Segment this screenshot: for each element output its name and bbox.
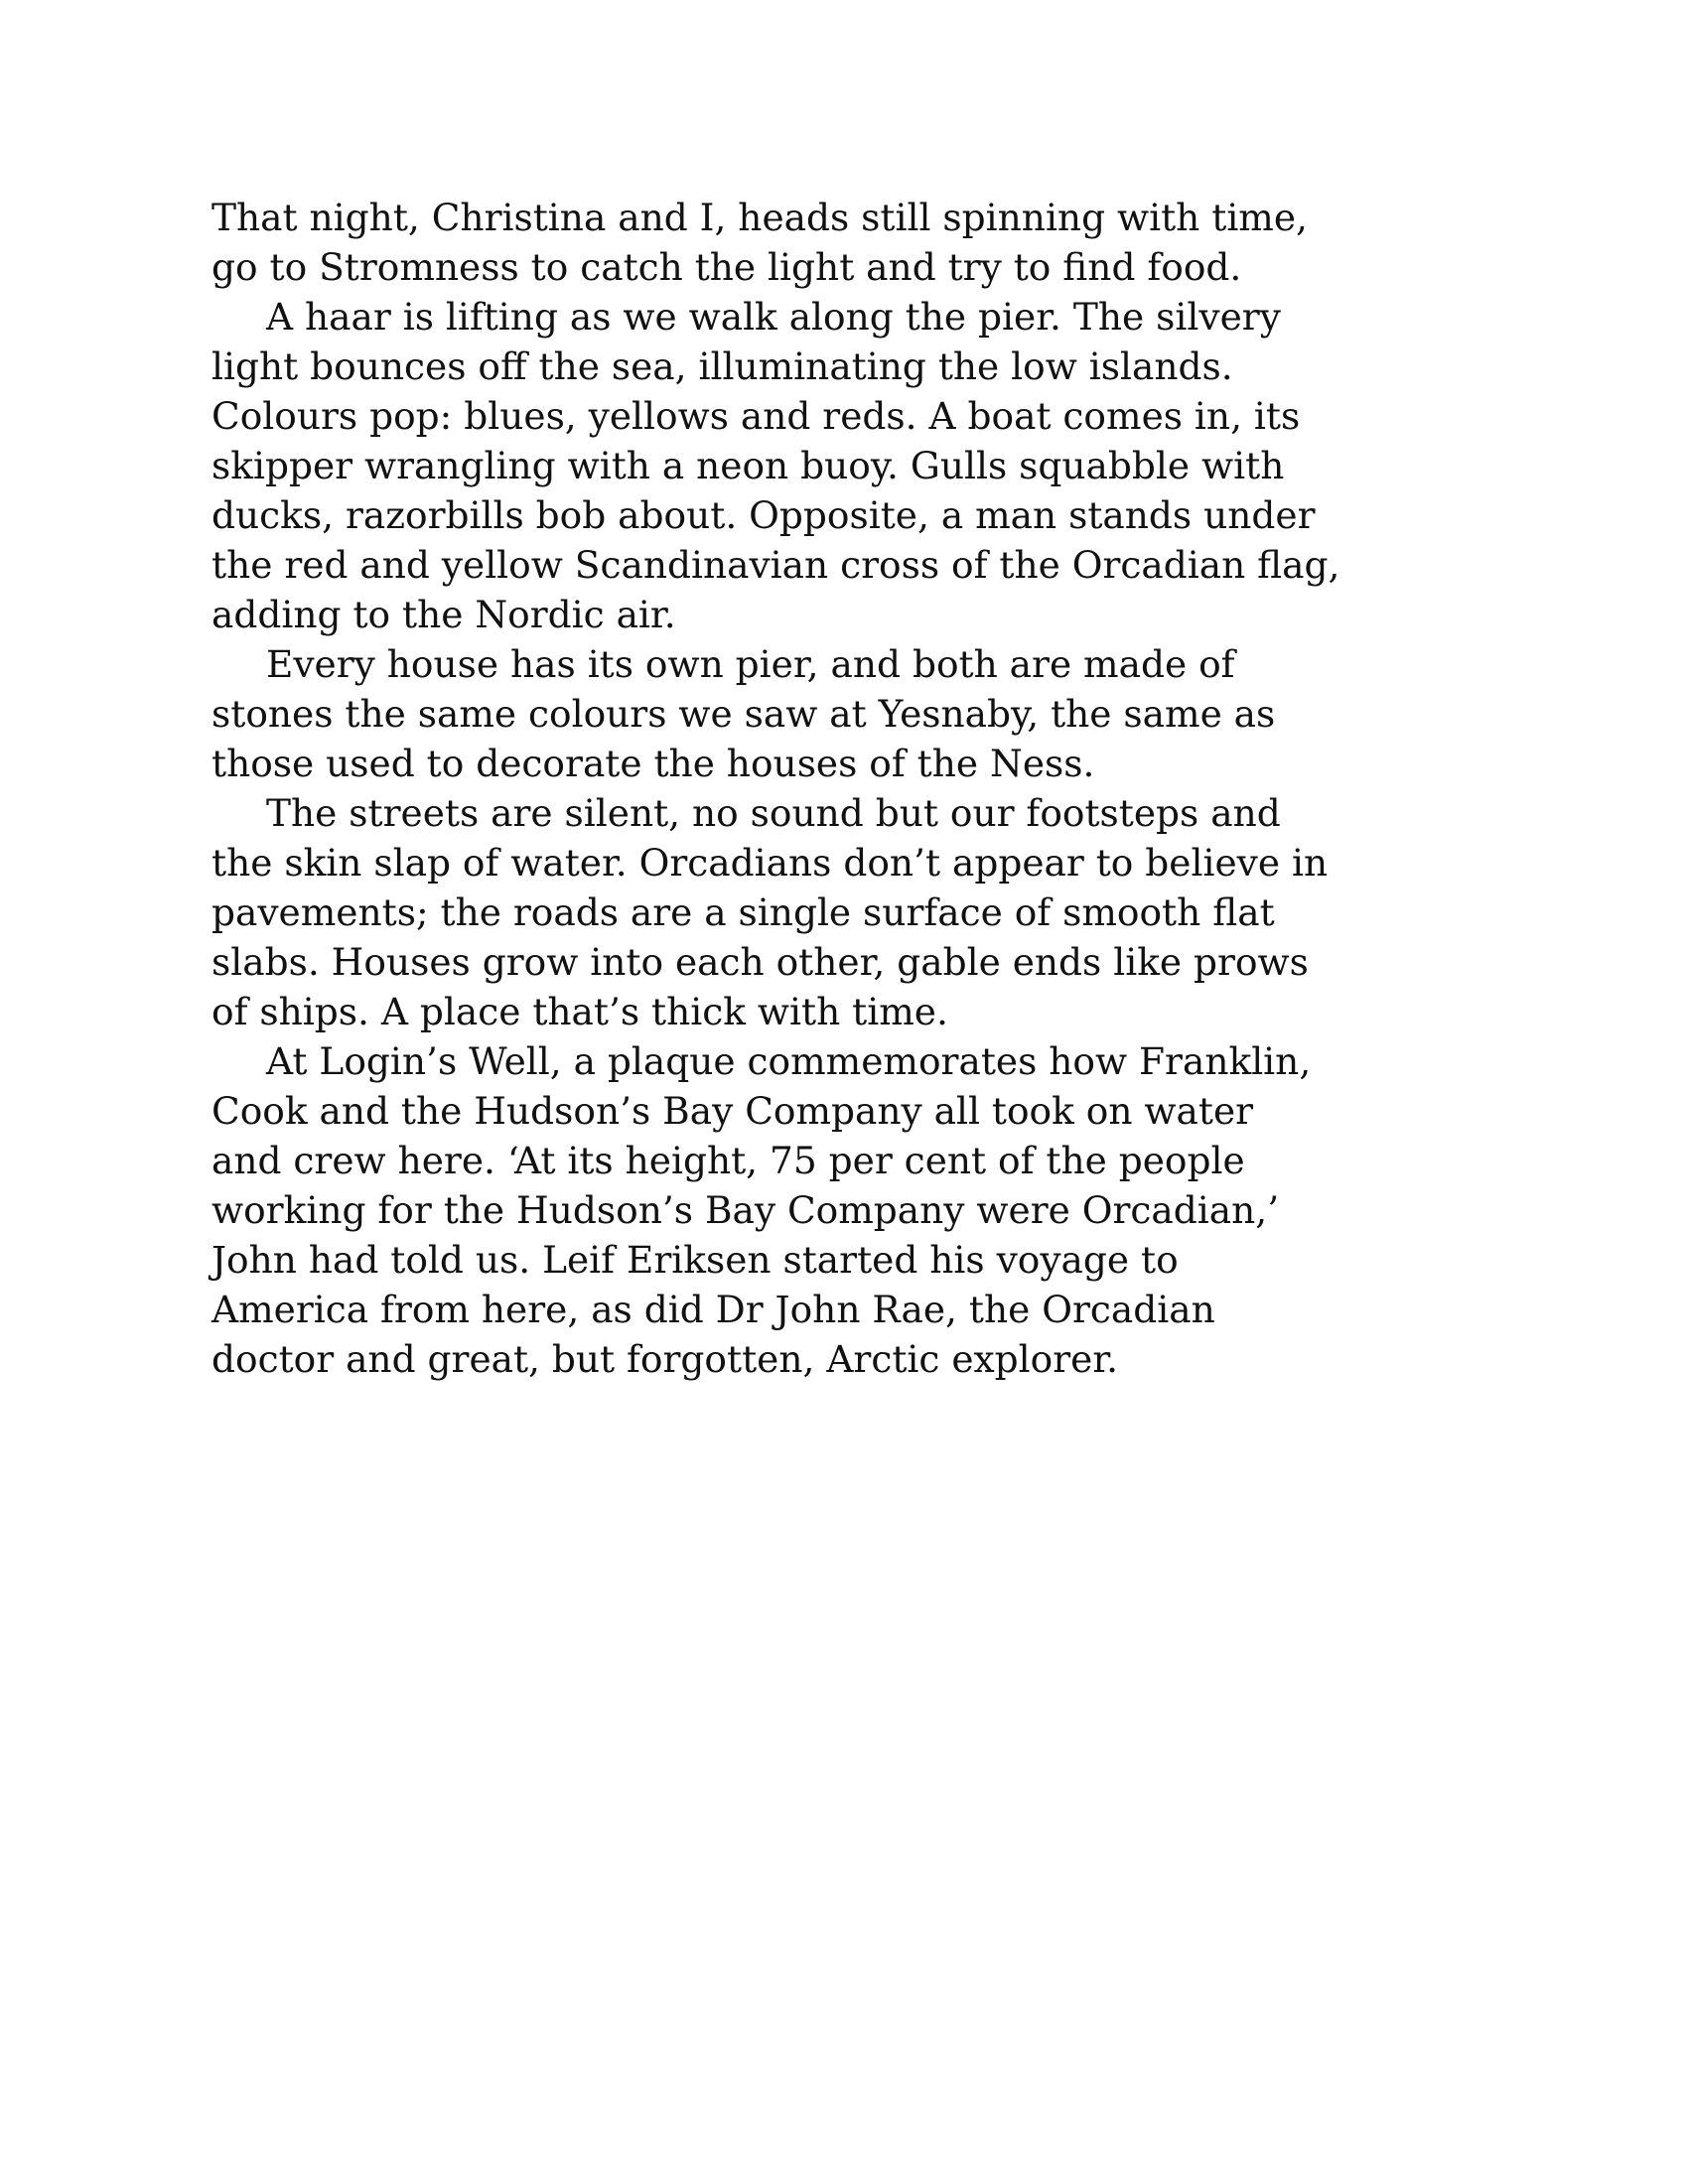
text-line: America from here, as did Dr John Rae, the Orcadian <box>211 1288 1215 1331</box>
text-line: those used to decorate the houses of the Ness. <box>211 742 1095 785</box>
text-line: pavements; the roads are a single surface of smooth flat <box>211 890 1275 934</box>
paragraph-1 <box>211 193 1492 292</box>
text-line: That night, Christina and I, heads still spinning with time, <box>211 196 1308 239</box>
text-line: slabs. Houses grow into each other, gable ends like prows <box>211 940 1309 984</box>
text-line: doctor and great, but forgotten, Arctic explorer. <box>211 1337 1119 1381</box>
text-line: and crew here. ‘At its height, 75 per cent of the people <box>211 1139 1245 1182</box>
text-line: light bounces off the sea, illuminating the low islands. <box>211 344 1233 388</box>
text-line: John had told us. Leif Eriksen started his voyage to <box>211 1238 1179 1282</box>
text-line: Every house has its own pier, and both are made of <box>266 642 1235 686</box>
text-line: Cook and the Hudson’s Bay Company all took on water <box>211 1089 1254 1133</box>
paragraph-4 <box>211 788 1492 1036</box>
text-line: the skin slap of water. Orcadians don’t appear to believe in <box>211 841 1329 885</box>
text-line: At Login’s Well, a plaque commemorates how Franklin, <box>266 1039 1312 1083</box>
text-line: go to Stromness to catch the light and try to find food. <box>211 245 1242 289</box>
paragraph-3 <box>211 639 1492 788</box>
text-line: stones the same colours we saw at Yesnaby, the same as <box>211 692 1276 736</box>
text-line: the red and yellow Scandinavian cross of the Orcadian flag, <box>211 543 1340 587</box>
paragraph-2 <box>211 292 1492 639</box>
text-line: of ships. A place that’s thick with time. <box>211 990 948 1033</box>
paragraph-5 <box>211 1036 1492 1384</box>
text-line: skipper wrangling with a neon buoy. Gulls squabble with <box>211 444 1285 487</box>
text-line: working for the Hudson’s Bay Company were Orcadian,’ <box>211 1188 1280 1232</box>
text-line: ducks, razorbills bob about. Opposite, a man stands under <box>211 493 1316 537</box>
text-line: Colours pop: blues, yellows and reds. A boat comes in, its <box>211 394 1301 438</box>
body-text <box>211 193 1492 1384</box>
text-line: adding to the Nordic air. <box>211 593 676 636</box>
text-line: The streets are silent, no sound but our footsteps and <box>266 791 1281 835</box>
text-line: A haar is lifting as we walk along the pier. The silvery <box>266 295 1281 339</box>
